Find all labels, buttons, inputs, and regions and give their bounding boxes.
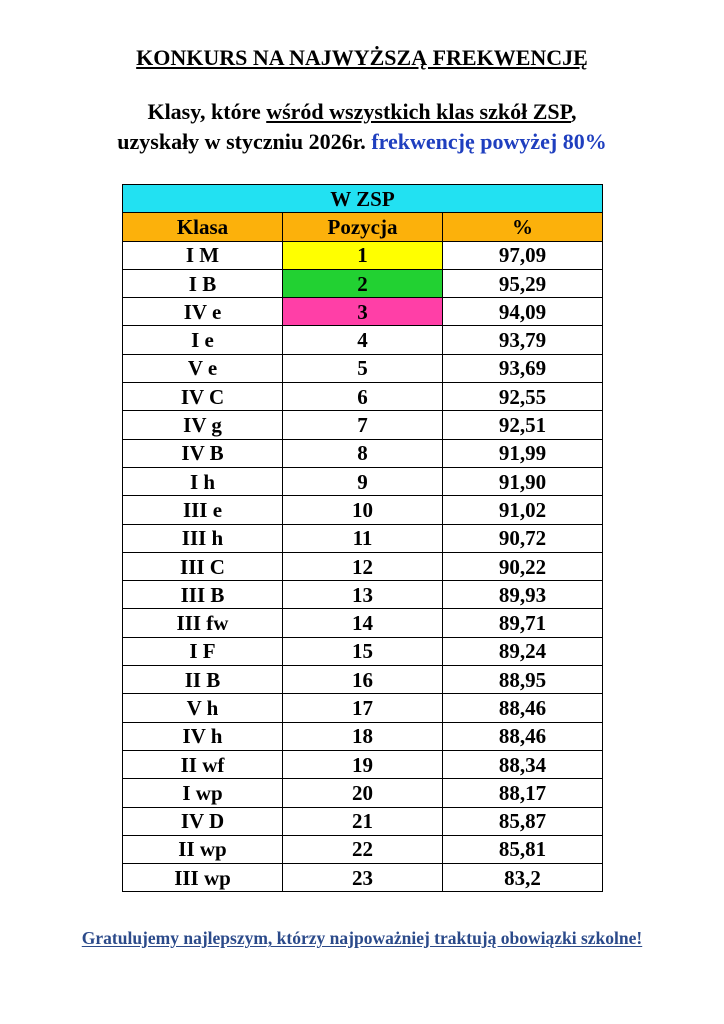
table-caption-row — [123, 185, 603, 213]
table-row — [123, 750, 603, 778]
table-row — [123, 298, 603, 326]
table-row — [123, 666, 603, 694]
cell-klasa: IV h — [123, 722, 283, 750]
table-row — [123, 835, 603, 863]
cell-pozycja: 8 — [283, 439, 443, 467]
cell-pozycja: 17 — [283, 694, 443, 722]
table-row — [123, 354, 603, 382]
table-row — [123, 269, 603, 297]
cell-procent: 88,17 — [443, 779, 603, 807]
table-row — [123, 779, 603, 807]
cell-klasa: I e — [123, 326, 283, 354]
page-title: KONKURS NA NAJWYŻSZĄ FREKWENCJĘ — [136, 45, 588, 70]
table-row — [123, 467, 603, 495]
cell-klasa: I wp — [123, 779, 283, 807]
cell-klasa: V h — [123, 694, 283, 722]
table-row — [123, 383, 603, 411]
cell-procent: 94,09 — [443, 298, 603, 326]
table-row — [123, 241, 603, 269]
cell-klasa: III C — [123, 552, 283, 580]
cell-procent: 89,93 — [443, 581, 603, 609]
cell-klasa: III h — [123, 524, 283, 552]
header-klasa: Klasa — [123, 213, 283, 241]
table-row — [123, 552, 603, 580]
table-row — [123, 581, 603, 609]
table-row — [123, 864, 603, 892]
table-row — [123, 411, 603, 439]
cell-procent: 95,29 — [443, 269, 603, 297]
cell-procent: 89,24 — [443, 637, 603, 665]
cell-pozycja: 6 — [283, 383, 443, 411]
table-row — [123, 694, 603, 722]
cell-klasa: I B — [123, 269, 283, 297]
cell-procent: 90,22 — [443, 552, 603, 580]
cell-procent: 92,55 — [443, 383, 603, 411]
header-pozycja: Pozycja — [283, 213, 443, 241]
cell-klasa: III e — [123, 496, 283, 524]
cell-procent: 93,69 — [443, 354, 603, 382]
cell-procent: 83,2 — [443, 864, 603, 892]
table-row — [123, 524, 603, 552]
cell-klasa: II wf — [123, 750, 283, 778]
header-procent: % — [443, 213, 603, 241]
cell-pozycja: 20 — [283, 779, 443, 807]
cell-procent: 92,51 — [443, 411, 603, 439]
cell-klasa: III fw — [123, 609, 283, 637]
cell-klasa: III wp — [123, 864, 283, 892]
cell-pozycja: 4 — [283, 326, 443, 354]
subtitle-part-4: uzyskały w styczniu 2026r. — [117, 129, 372, 154]
cell-pozycja: 3 — [283, 298, 443, 326]
subtitle-comma: , — [571, 99, 577, 124]
cell-procent: 88,46 — [443, 694, 603, 722]
table-row — [123, 326, 603, 354]
subtitle — [0, 97, 724, 157]
cell-klasa: IV g — [123, 411, 283, 439]
cell-klasa: II B — [123, 666, 283, 694]
cell-procent: 85,87 — [443, 807, 603, 835]
table-row — [123, 637, 603, 665]
subtitle-underlined: wśród wszystkich klas szkół ZSP — [266, 99, 572, 124]
cell-klasa: I M — [123, 241, 283, 269]
cell-procent: 93,79 — [443, 326, 603, 354]
cell-pozycja: 10 — [283, 496, 443, 524]
cell-pozycja: 1 — [283, 241, 443, 269]
cell-klasa: II wp — [123, 835, 283, 863]
cell-pozycja: 5 — [283, 354, 443, 382]
cell-klasa: IV e — [123, 298, 283, 326]
cell-procent: 88,46 — [443, 722, 603, 750]
cell-pozycja: 11 — [283, 524, 443, 552]
table-row — [123, 722, 603, 750]
cell-procent: 91,90 — [443, 467, 603, 495]
table-header-row — [123, 213, 603, 241]
cell-pozycja: 15 — [283, 637, 443, 665]
cell-klasa: IV B — [123, 439, 283, 467]
table-row — [123, 807, 603, 835]
cell-pozycja: 9 — [283, 467, 443, 495]
cell-procent: 90,72 — [443, 524, 603, 552]
cell-pozycja: 2 — [283, 269, 443, 297]
cell-pozycja: 19 — [283, 750, 443, 778]
cell-procent: 89,71 — [443, 609, 603, 637]
table-body — [123, 241, 603, 892]
cell-pozycja: 16 — [283, 666, 443, 694]
cell-procent: 88,95 — [443, 666, 603, 694]
table-row — [123, 609, 603, 637]
cell-pozycja: 14 — [283, 609, 443, 637]
cell-pozycja: 12 — [283, 552, 443, 580]
footer-message: Gratulujemy najlepszym, którzy najpoważniej traktują obowiązki szkolne! — [81, 928, 643, 948]
cell-pozycja: 22 — [283, 835, 443, 863]
table-caption: W ZSP — [123, 185, 603, 213]
cell-klasa: I F — [123, 637, 283, 665]
cell-procent: 91,02 — [443, 496, 603, 524]
cell-klasa: I h — [123, 467, 283, 495]
cell-pozycja: 21 — [283, 807, 443, 835]
cell-klasa: IV D — [123, 807, 283, 835]
table-row — [123, 496, 603, 524]
cell-pozycja: 7 — [283, 411, 443, 439]
table-row — [123, 439, 603, 467]
cell-procent: 85,81 — [443, 835, 603, 863]
subtitle-part-1: Klasy, które — [147, 99, 267, 124]
subtitle-highlight: frekwencję powyżej 80% — [371, 129, 607, 154]
ranking-table — [122, 184, 603, 892]
cell-klasa: V e — [123, 354, 283, 382]
cell-pozycja: 18 — [283, 722, 443, 750]
cell-procent: 91,99 — [443, 439, 603, 467]
cell-pozycja: 13 — [283, 581, 443, 609]
cell-klasa: III B — [123, 581, 283, 609]
cell-klasa: IV C — [123, 383, 283, 411]
cell-procent: 97,09 — [443, 241, 603, 269]
cell-pozycja: 23 — [283, 864, 443, 892]
cell-procent: 88,34 — [443, 750, 603, 778]
